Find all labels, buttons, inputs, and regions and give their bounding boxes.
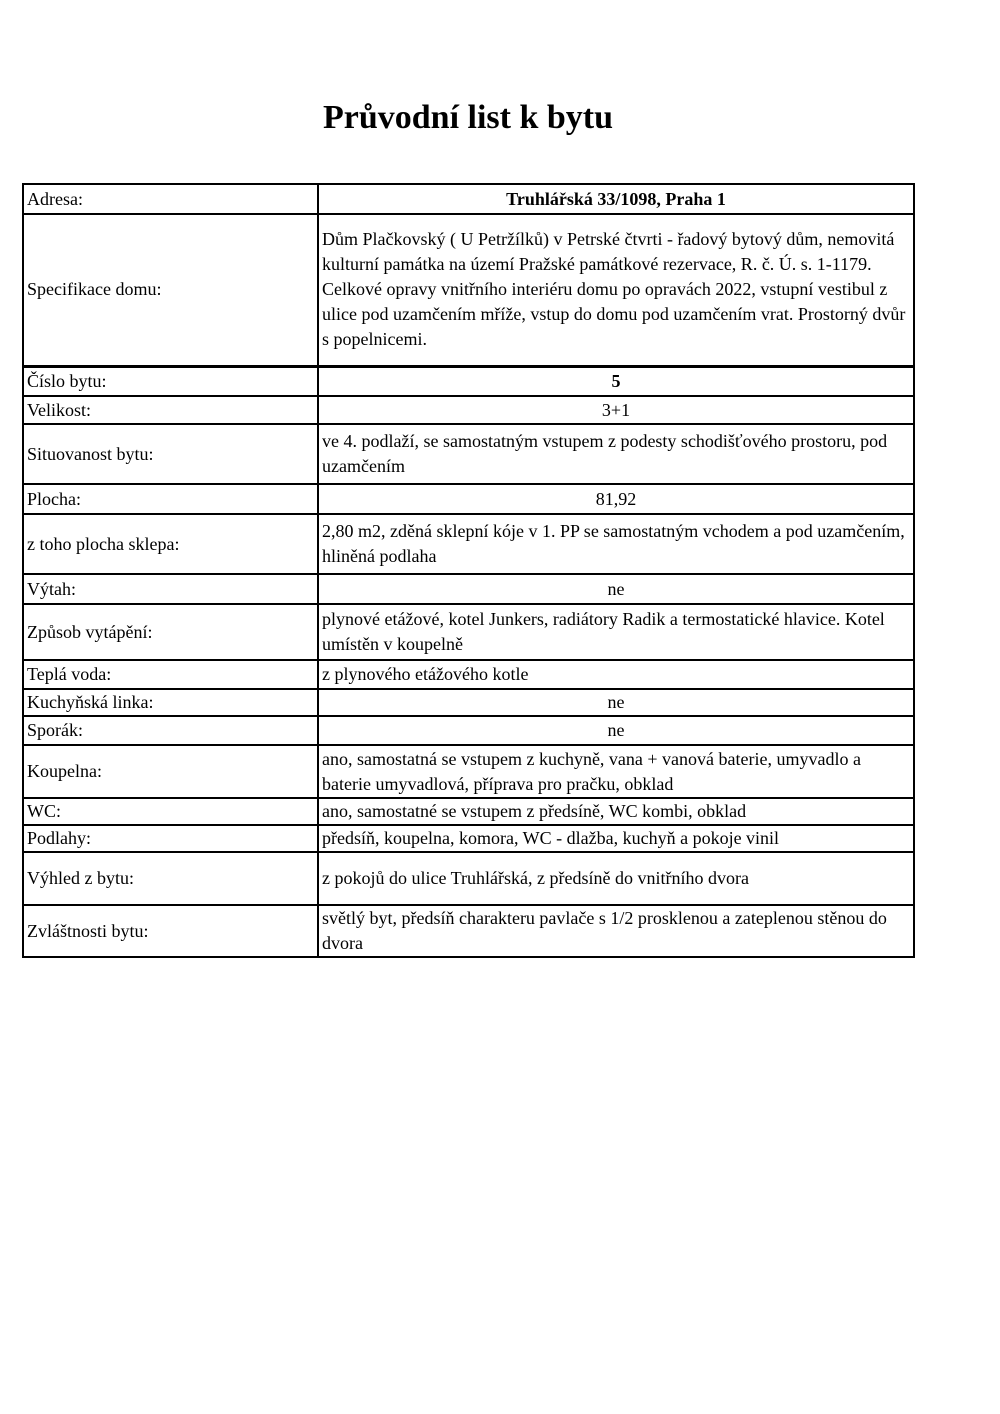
row-floors — [23, 825, 914, 852]
row-stove — [23, 716, 914, 745]
row-view — [23, 852, 914, 905]
apartment-info-table — [22, 183, 915, 958]
row-label: Kuchyňská linka: — [23, 689, 318, 716]
row-value: ne — [318, 689, 914, 716]
row-value: ne — [318, 574, 914, 604]
row-location — [23, 424, 914, 484]
row-value: předsíň, koupelna, komora, WC - dlažba, kuchyň a pokoje vinil — [318, 825, 914, 852]
row-label: Výtah: — [23, 574, 318, 604]
page-title: Průvodní list k bytu — [322, 99, 614, 136]
row-value: ve 4. podlaží, se samostatným vstupem z podesty schodišťového prostoru, pod uzamčením — [318, 424, 914, 484]
row-elevator — [23, 574, 914, 604]
row-label: Adresa: — [23, 184, 318, 214]
row-label: WC: — [23, 798, 318, 825]
row-label: Koupelna: — [23, 745, 318, 798]
row-label: Zvláštnosti bytu: — [23, 905, 318, 957]
row-building-spec — [23, 214, 914, 366]
row-label: Číslo bytu: — [23, 366, 318, 396]
row-value: Truhlářská 33/1098, Praha 1 — [318, 184, 914, 214]
row-value: 2,80 m2, zděná sklepní kóje v 1. PP se samostatným vchodem a pod uzamčením, hliněná podlaha — [318, 514, 914, 574]
row-bathroom — [23, 745, 914, 798]
row-value: 3+1 — [318, 396, 914, 424]
row-apartment-number — [23, 366, 914, 396]
row-toilet — [23, 798, 914, 825]
row-value: ne — [318, 716, 914, 745]
row-area — [23, 484, 914, 514]
row-value: z plynového etážového kotle — [318, 660, 914, 689]
row-label: Sporák: — [23, 716, 318, 745]
row-value: plynové etážové, kotel Junkers, radiátory Radik a termostatické hlavice. Kotel umístěn v koupelně — [318, 604, 914, 660]
row-cellar-area — [23, 514, 914, 574]
row-label: Podlahy: — [23, 825, 318, 852]
row-value: světlý byt, předsíň charakteru pavlače s 1/2 prosklenou a zateplenou stěnou do dvora — [318, 905, 914, 957]
row-label: Způsob vytápění: — [23, 604, 318, 660]
row-value: 5 — [318, 366, 914, 396]
row-label: Specifikace domu: — [23, 214, 318, 366]
row-label: Velikost: — [23, 396, 318, 424]
row-label: Teplá voda: — [23, 660, 318, 689]
row-label: Výhled z bytu: — [23, 852, 318, 905]
row-kitchen-unit — [23, 689, 914, 716]
row-address — [23, 184, 914, 214]
row-heating — [23, 604, 914, 660]
row-value: 81,92 — [318, 484, 914, 514]
row-value: ano, samostatné se vstupem z předsíně, WC kombi, obklad — [318, 798, 914, 825]
row-value: ano, samostatná se vstupem z kuchyně, vana + vanová baterie, umyvadlo a baterie umyvadlová, příprava pro pračku, obklad — [318, 745, 914, 798]
row-label: z toho plocha sklepa: — [23, 514, 318, 574]
row-size — [23, 396, 914, 424]
row-special-features — [23, 905, 914, 957]
row-hot-water — [23, 660, 914, 689]
row-value: z pokojů do ulice Truhlářská, z předsíně do vnitřního dvora — [318, 852, 914, 905]
row-label: Situovanost bytu: — [23, 424, 318, 484]
row-label: Plocha: — [23, 484, 318, 514]
row-value: Dům Plačkovský ( U Petržílků) v Petrské čtvrti - řadový bytový dům, nemovitá kulturní památka na území Pražské památkové rezervace, R. č. Ú. s. 1-1179. Celkové opravy vnitřního interiéru domu po opravách 2022, vstupní vestibul z ulice pod uzamčením mříže, vstup do domu pod uzamčením vrat. Prostorný dvůr s popelnicemi. — [318, 214, 914, 366]
